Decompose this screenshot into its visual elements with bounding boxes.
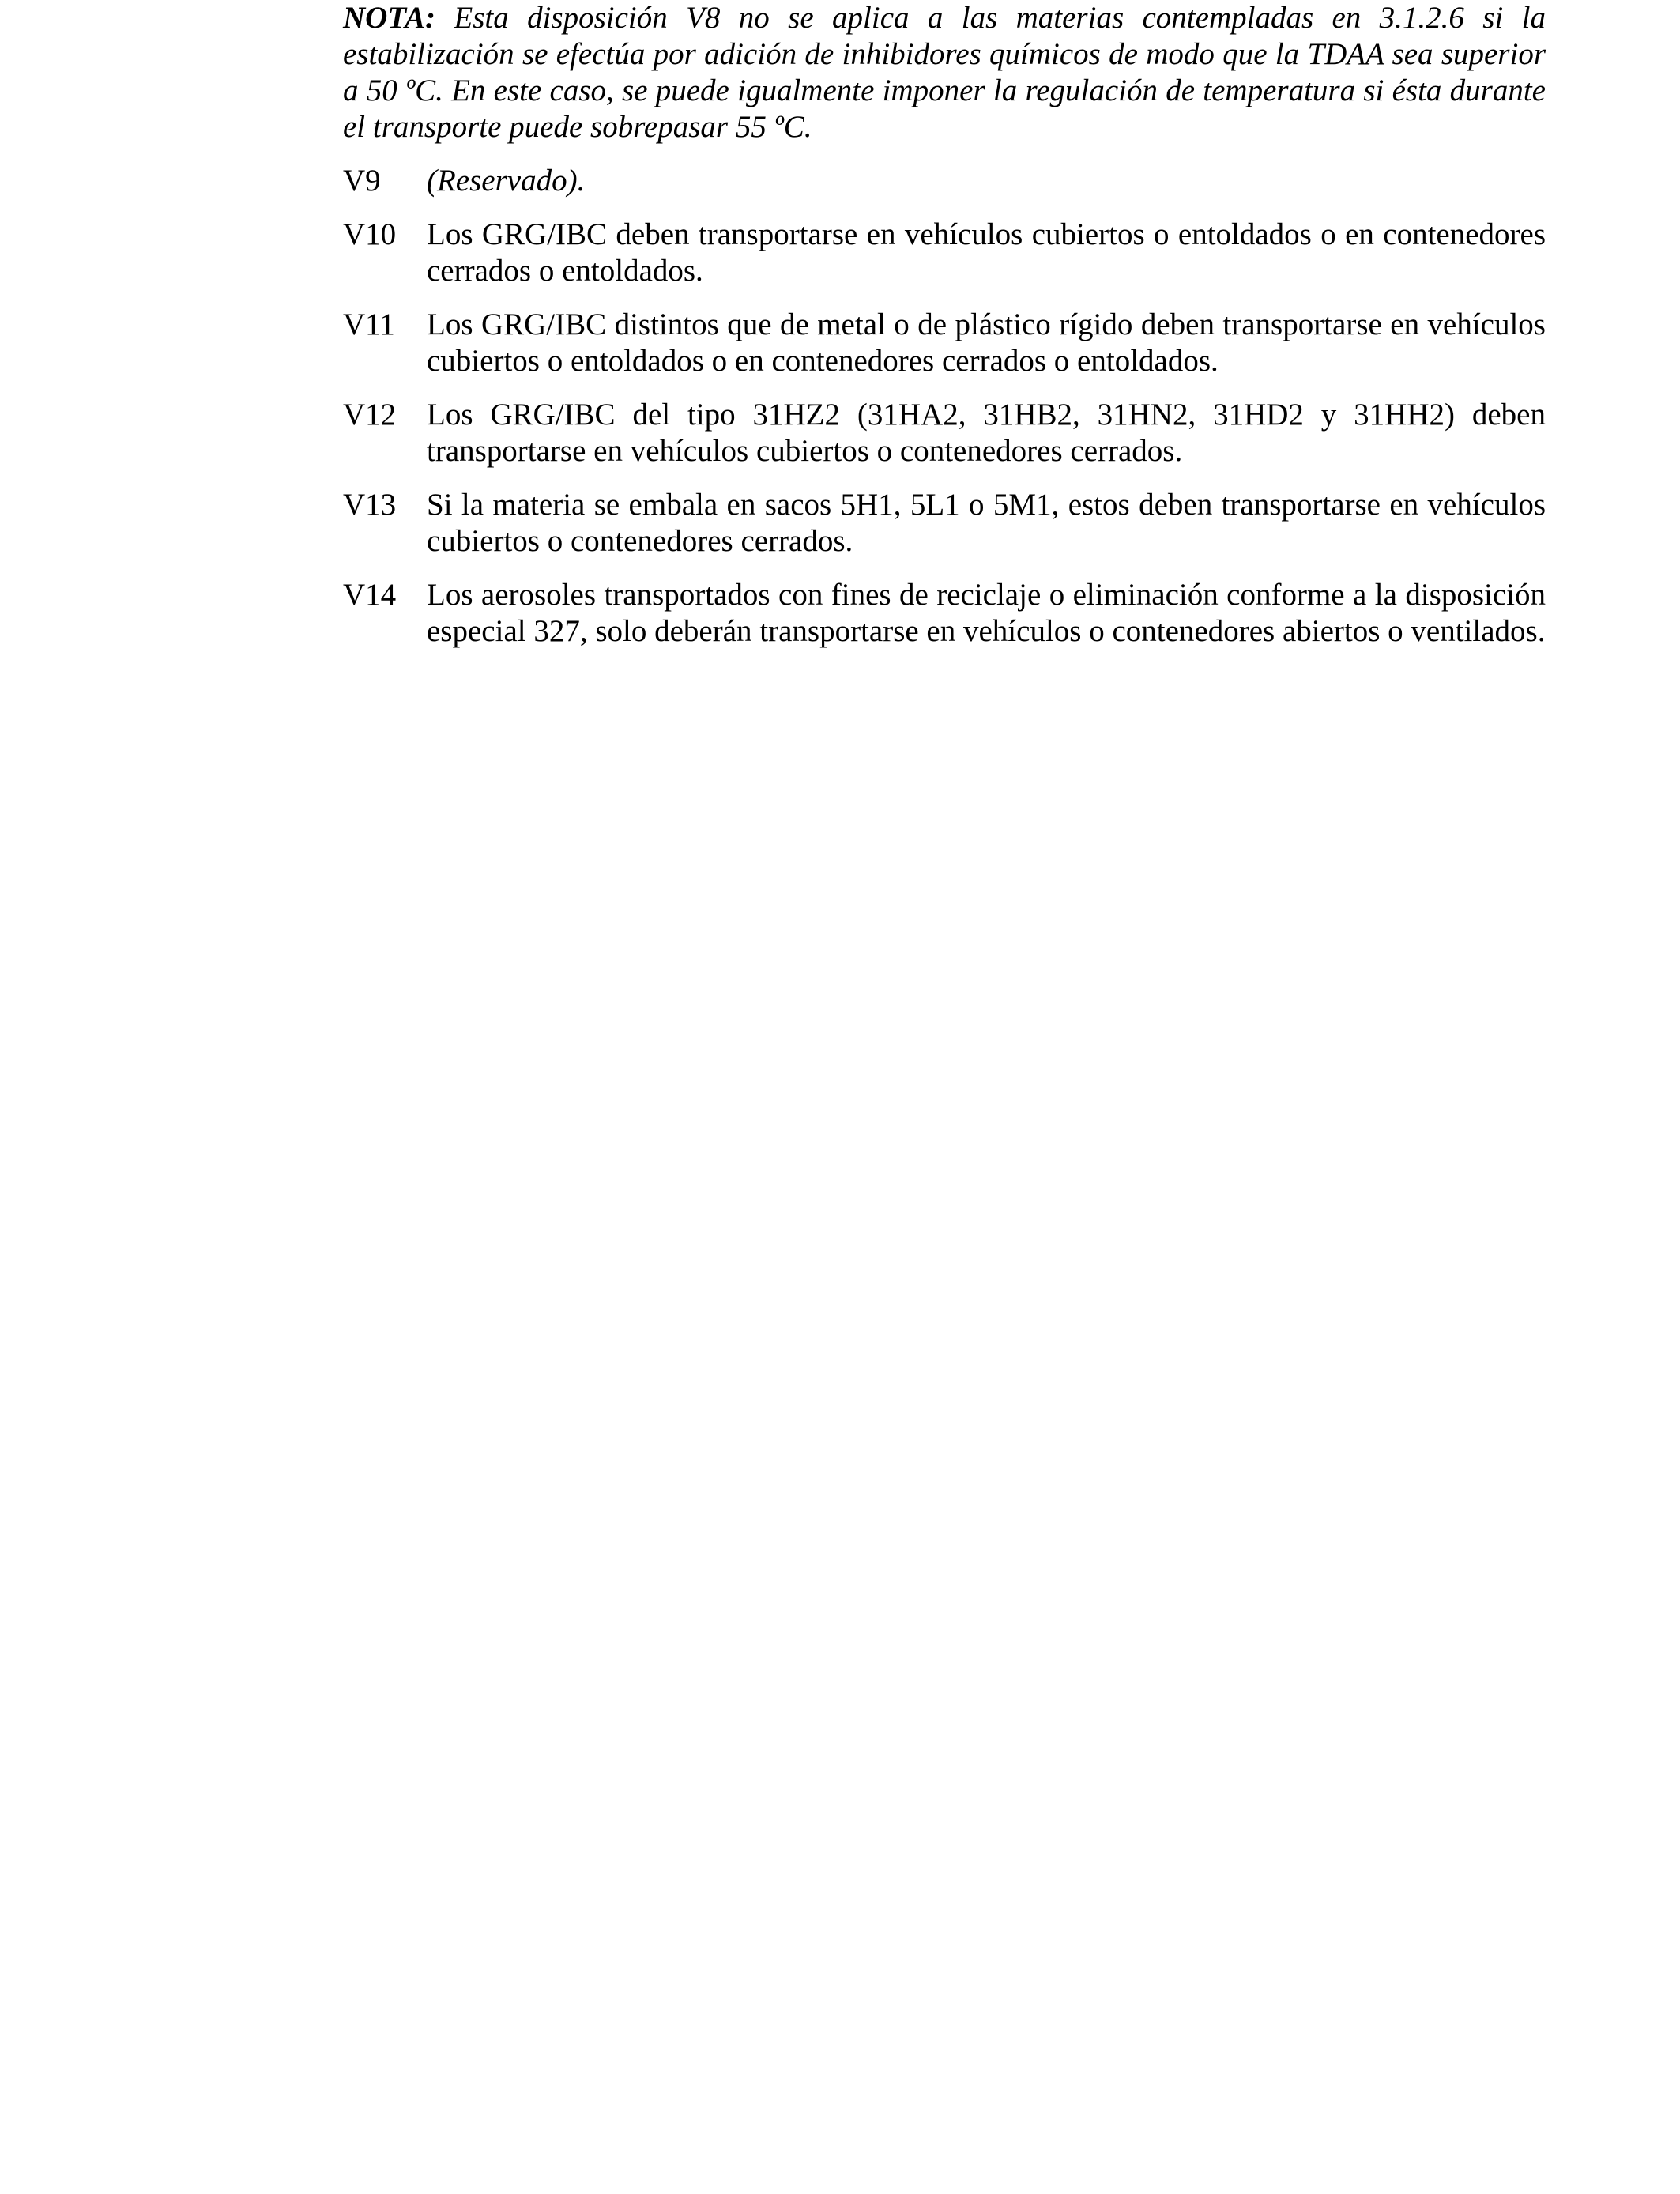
note-label: NOTA: — [343, 1, 435, 35]
note-text: Esta disposición V8 no se aplica a las materias contempladas en 3.1.2.6 si la estabilización se efectúa por adición de inhibidores químicos de modo que la TDAA sea superior a 50 ºC. En este caso, se puede igualmente imponer la regulación de temperatura si ésta durante el transporte puede sobrepasar 55 ºC. — [343, 1, 1546, 144]
provision-text: Los GRG/IBC distintos que de metal o de plástico rígido deben transportarse en vehículos cubiertos o entoldados o en contenedores cerrados o entoldados. — [427, 307, 1546, 378]
provision-code: V14 — [343, 578, 397, 612]
provision-text: Los GRG/IBC del tipo 31HZ2 (31HA2, 31HB2, 31HN2, 31HD2 y 31HH2) deben transportarse en vehículos cubiertos o contenedores cerrados. — [427, 398, 1546, 468]
provision-v11 — [343, 307, 1546, 379]
provision-code: V10 — [343, 217, 397, 251]
provision-text: Los aerosoles transportados con fines de reciclaje o eliminación conforme a la disposición especial 327, solo deberán transportarse en vehículos o contenedores abiertos o ventilados. — [427, 578, 1546, 648]
note-paragraph — [343, 0, 1546, 145]
provision-code: V13 — [343, 488, 397, 522]
provision-text: Si la materia se embala en sacos 5H1, 5L1 o 5M1, estos deben transportarse en vehículos cubiertos o contenedores cerrados. — [427, 488, 1546, 558]
provision-code: V11 — [343, 307, 395, 341]
provision-code: V9 — [343, 164, 381, 198]
provision-text: (Reservado). — [427, 164, 586, 198]
provision-v12 — [343, 397, 1546, 469]
provision-v13 — [343, 487, 1546, 560]
provision-v10 — [343, 217, 1546, 289]
page-content — [343, 0, 1546, 650]
provision-v9 — [343, 163, 1546, 199]
provision-v14 — [343, 577, 1546, 650]
provision-code: V12 — [343, 398, 397, 432]
provision-text: Los GRG/IBC deben transportarse en vehículos cubiertos o entoldados o en contenedores cerrados o entoldados. — [427, 217, 1546, 288]
